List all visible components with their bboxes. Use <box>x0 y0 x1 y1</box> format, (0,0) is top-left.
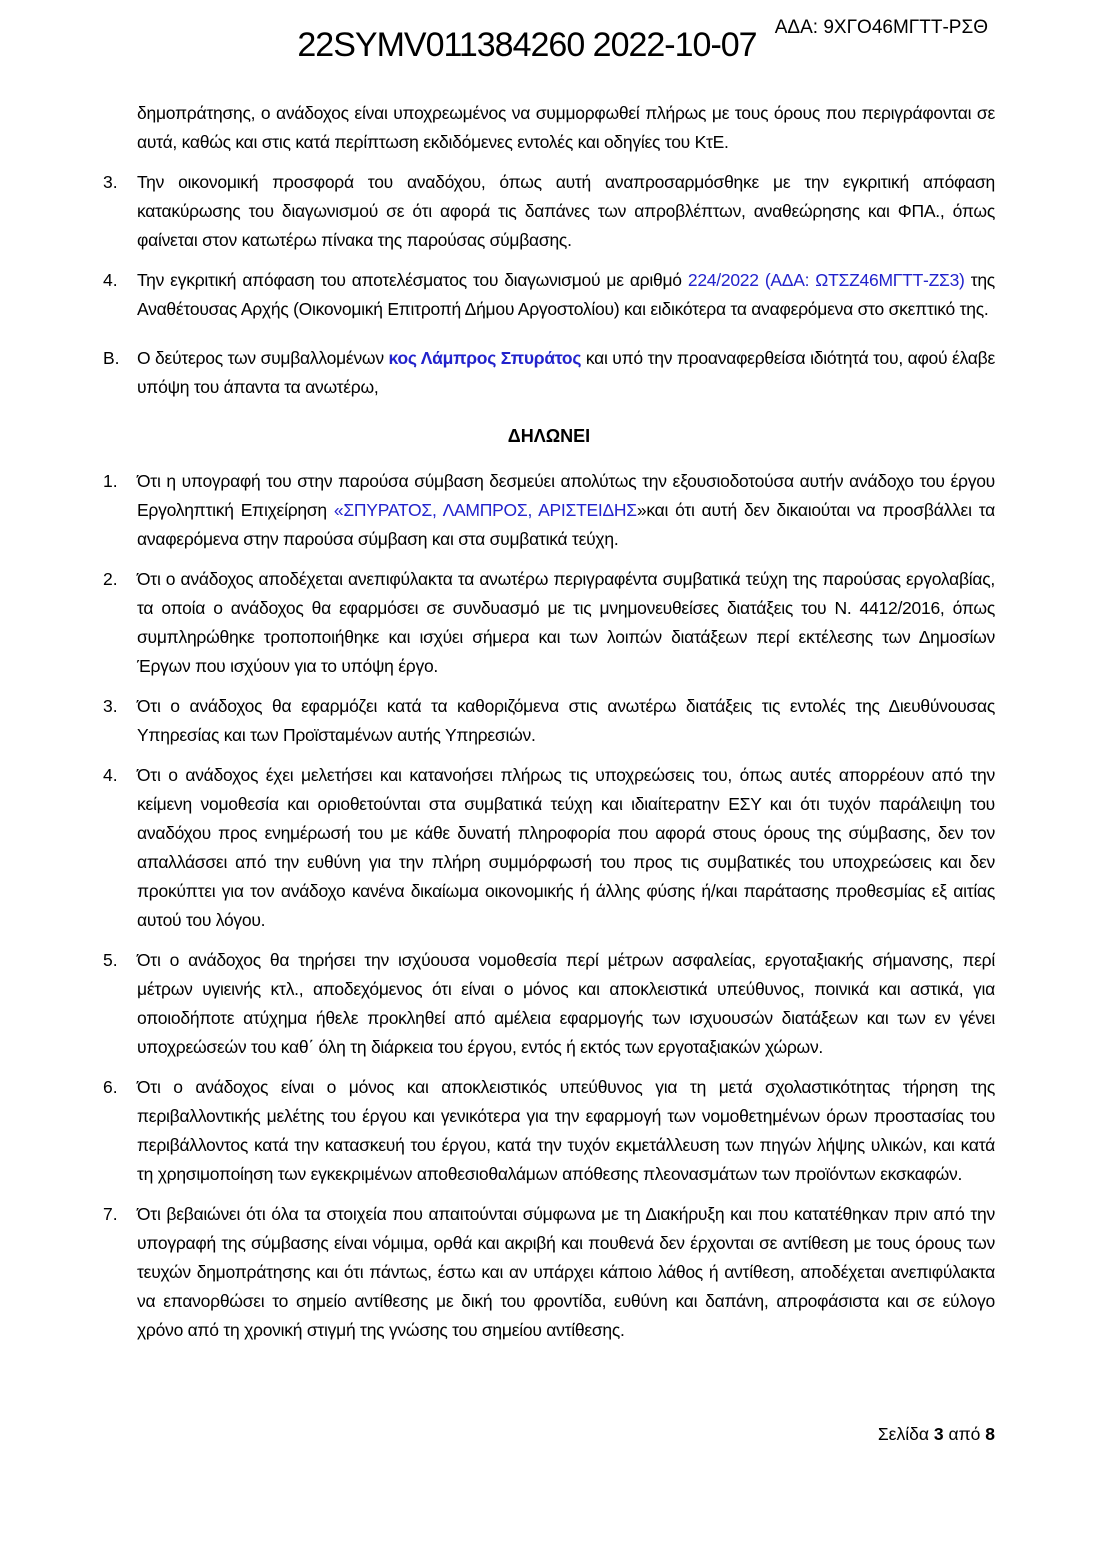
list-item-marker: 2. <box>103 569 118 589</box>
list-item-text: Ότι η υπογραφή του στην παρούσα σύμβαση δεσμεύει απολύτως την εξουσιοδοτούσα αυτήν ανάδοχο του έργου Εργοληπτική Επιχείρηση «ΣΠΥΡΑΤΟΣ, ΛΑΜΠΡΟΣ, ΑΡΙΣΤΕΙΔΗΣ»και ότι αυτή δεν δικαιούται να προσβάλλει τα αναφερόμενα στην παρούσα σύμβαση και στα συμβατικά τεύχη. <box>137 471 995 549</box>
list-item-marker: 7. <box>103 1204 118 1224</box>
list-item-marker: 6. <box>103 1077 118 1097</box>
page-word: Σελίδα <box>877 1424 929 1444</box>
page-footer <box>878 1424 995 1445</box>
declaration-item-4 <box>103 761 995 935</box>
total-page-number: 8 <box>985 1424 995 1444</box>
registry-header: 22SYMV011384260 2022-10-07 <box>297 26 757 64</box>
declaration-item-7 <box>103 1200 995 1345</box>
list-item-text: Ο δεύτερος των συμβαλλομένων κος Λάμπρος Σπυράτος και υπό την προαναφερθείσα ιδιότητά του, αφού έλαβε υπόψη του άπαντα τα ανωτέρω, <box>137 348 995 397</box>
list-item-marker: 4. <box>103 270 118 290</box>
list-item-marker: 3. <box>103 172 118 192</box>
document-body <box>103 0 995 1356</box>
list-item-marker: 1. <box>103 471 118 491</box>
declarations-list <box>103 467 995 1345</box>
list-item-marker: Β. <box>103 348 120 368</box>
declaration-item-6 <box>103 1073 995 1189</box>
list-item-text: Ότι ο ανάδοχος θα τηρήσει την ισχύουσα νομοθεσία περί μέτρων ασφαλείας, εργοταξιακής σήμανσης, περί μέτρων υγιεινής κτλ., αποδεχόμενος ότι είναι ο μόνος και αποκλειστικά υπεύθυνος, ποινικά και αστικά, για οποιοδήποτε ατύχημα ήθελε προκληθεί από αμέλεια εφαρμογής των ισχυουσών διατάξεων και των εν γένει υποχρεώσεών του καθ΄ όλη τη διάρκεια του έργου, εντός ή εκτός των εργοταξιακών χώρων. <box>137 950 995 1057</box>
list-item-marker: 4. <box>103 765 118 785</box>
list-item-continuation <box>103 99 995 157</box>
of-word: από <box>948 1424 981 1444</box>
list-item-marker <box>103 99 137 157</box>
list-item-text: Την εγκριτική απόφαση του αποτελέσματος του διαγωνισμού με αριθμό 224/2022 (ΑΔΑ: ΩΤΣΖ46ΜΓΤΤ-ΖΣ3) της Αναθέτουσας Αρχής (Οικονομική Επιτροπή Δήμου Αργοστολίου) και ειδικότερα τα αναφερόμενα στο σκεπτικό της. <box>137 270 995 319</box>
list-item-3 <box>103 168 995 255</box>
list-item-text: Ότι βεβαιώνει ότι όλα τα στοιχεία που απαιτούνται σύμφωνα με τη Διακήρυξη και που κατατέθηκαν πριν από την υπογραφή της σύμβασης είναι νόμιμα, ορθά και ακριβή και πουθενά δεν έρχονται σε αντίθεση με τους όρους των τευχών δημοπράτησης και ότι πάντως, έστω και αν υπάρχει κάποιο λάθος ή αντίθεση, αποδέχεται ανεπιφύλακτα να επανορθώσει το σημείο αντίθεσης με δική του φροντίδα, ευθύνη και δαπάνη, απροφάσιστα και σε εύλογο χρόνο από τη χρονική στιγμή της γνώσης του σημείου αντίθεσης. <box>137 1204 995 1340</box>
declaration-item-1 <box>103 467 995 554</box>
list-item-marker: 3. <box>103 696 118 716</box>
current-page-number: 3 <box>933 1424 944 1444</box>
list-item-4 <box>103 266 995 324</box>
list-item-b-second-party <box>103 344 995 402</box>
list-item-text: Ότι ο ανάδοχος αποδέχεται ανεπιφύλακτα τα ανωτέρω περιγραφέντα συμβατικά τεύχη της παρούσας εργολαβίας, τα οποία ο ανάδοχος θα εφαρμόσει σε συνδυασμό με τις μνημονευθείσες διατάξεις του Ν. 4412/2016, όπως συμπληρώθηκε τροποποιήθηκε και ισχύει σήμερα και των λοιπών διατάξεων περί εκτέλεσης των Δημοσίων Έργων που ισχύουν για το υπόψη έργο. <box>137 569 995 676</box>
list-item-text: Ότι ο ανάδοχος είναι ο μόνος και αποκλειστικός υπεύθυνος για τη μετά σχολαστικότητας τήρηση της περιβαλλοντικής μελέτης του έργου και γενικότερα για την εφαρμογή των νομοθετημένων όρων προστασίας του περιβάλλοντος κατά την κατασκευή του έργου, κατά την τυχόν εκμετάλλευση των πηγών λήψης υλικών, και κατά τη χρησιμοποίηση των εγκεκριμένων αποθεσιοθαλάμων απόθεσης πλεονασμάτων των προϊόντων εκσκαφών. <box>137 1077 995 1184</box>
declaration-item-3 <box>103 692 995 750</box>
list-item-text: δημοπράτησης, ο ανάδοχος είναι υποχρεωμένος να συμμορφωθεί πλήρως με τους όρους που περιγράφονται σε αυτά, καθώς και στις κατά περίπτωση εκδιδόμενες εντολές και οδηγίες του ΚτΕ. <box>137 103 995 152</box>
declaration-item-2 <box>103 565 995 681</box>
list-item-marker: 5. <box>103 950 118 970</box>
list-item-text: Την οικονομική προσφορά του αναδόχου, όπως αυτή αναπροσαρμόσθηκε με την εγκριτική απόφαση κατακύρωσης του διαγωνισμού σε ότι αφορά τις δαπάνες των απροβλέπτων, αναθεώρησης και ΦΠΑ., όπως φαίνεται στον κατωτέρω πίνακα της παρούσας σύμβασης. <box>137 172 995 250</box>
ada-reference: ΑΔΑ: 9ΧΓΟ46ΜΓΤΤ-ΡΣΘ <box>774 17 988 38</box>
considerations-list <box>103 99 995 402</box>
list-item-text: Ότι ο ανάδοχος θα εφαρμόζει κατά τα καθοριζόμενα στις ανωτέρω διατάξεις τις εντολές της Διευθύνουσας Υπηρεσίας και των Προϊσταμένων αυτής Υπηρεσιών. <box>137 696 995 745</box>
list-item-text: Ότι ο ανάδοχος έχει μελετήσει και κατανοήσει πλήρως τις υποχρεώσεις του, όπως αυτές απορρέουν από την κείμενη νομοθεσία και οριοθετούνται στα συμβατικά τεύχη και ιδιαίτερατην ΕΣΥ και ότι τυχόν παράλειψη του αναδόχου προς ενημέρωσή του με κάθε δυνατή πληροφορία που αφορά στους όρους της σύμβασης, δεν τον απαλλάσσει από την ευθύνη για την πλήρη συμμόρφωσή του προς τις συμβατικές του υποχρεώσεις και δεν προκύπτει για τον ανάδοχο κανένα δικαίωμα οικονομικής ή άλλης φύσης ή/και παράτασης προθεσμίας εξ αιτίας αυτού του λόγου. <box>137 765 995 930</box>
declaration-item-5 <box>103 946 995 1062</box>
declares-heading: ΔΗΛΩΝΕΙ <box>507 426 591 446</box>
